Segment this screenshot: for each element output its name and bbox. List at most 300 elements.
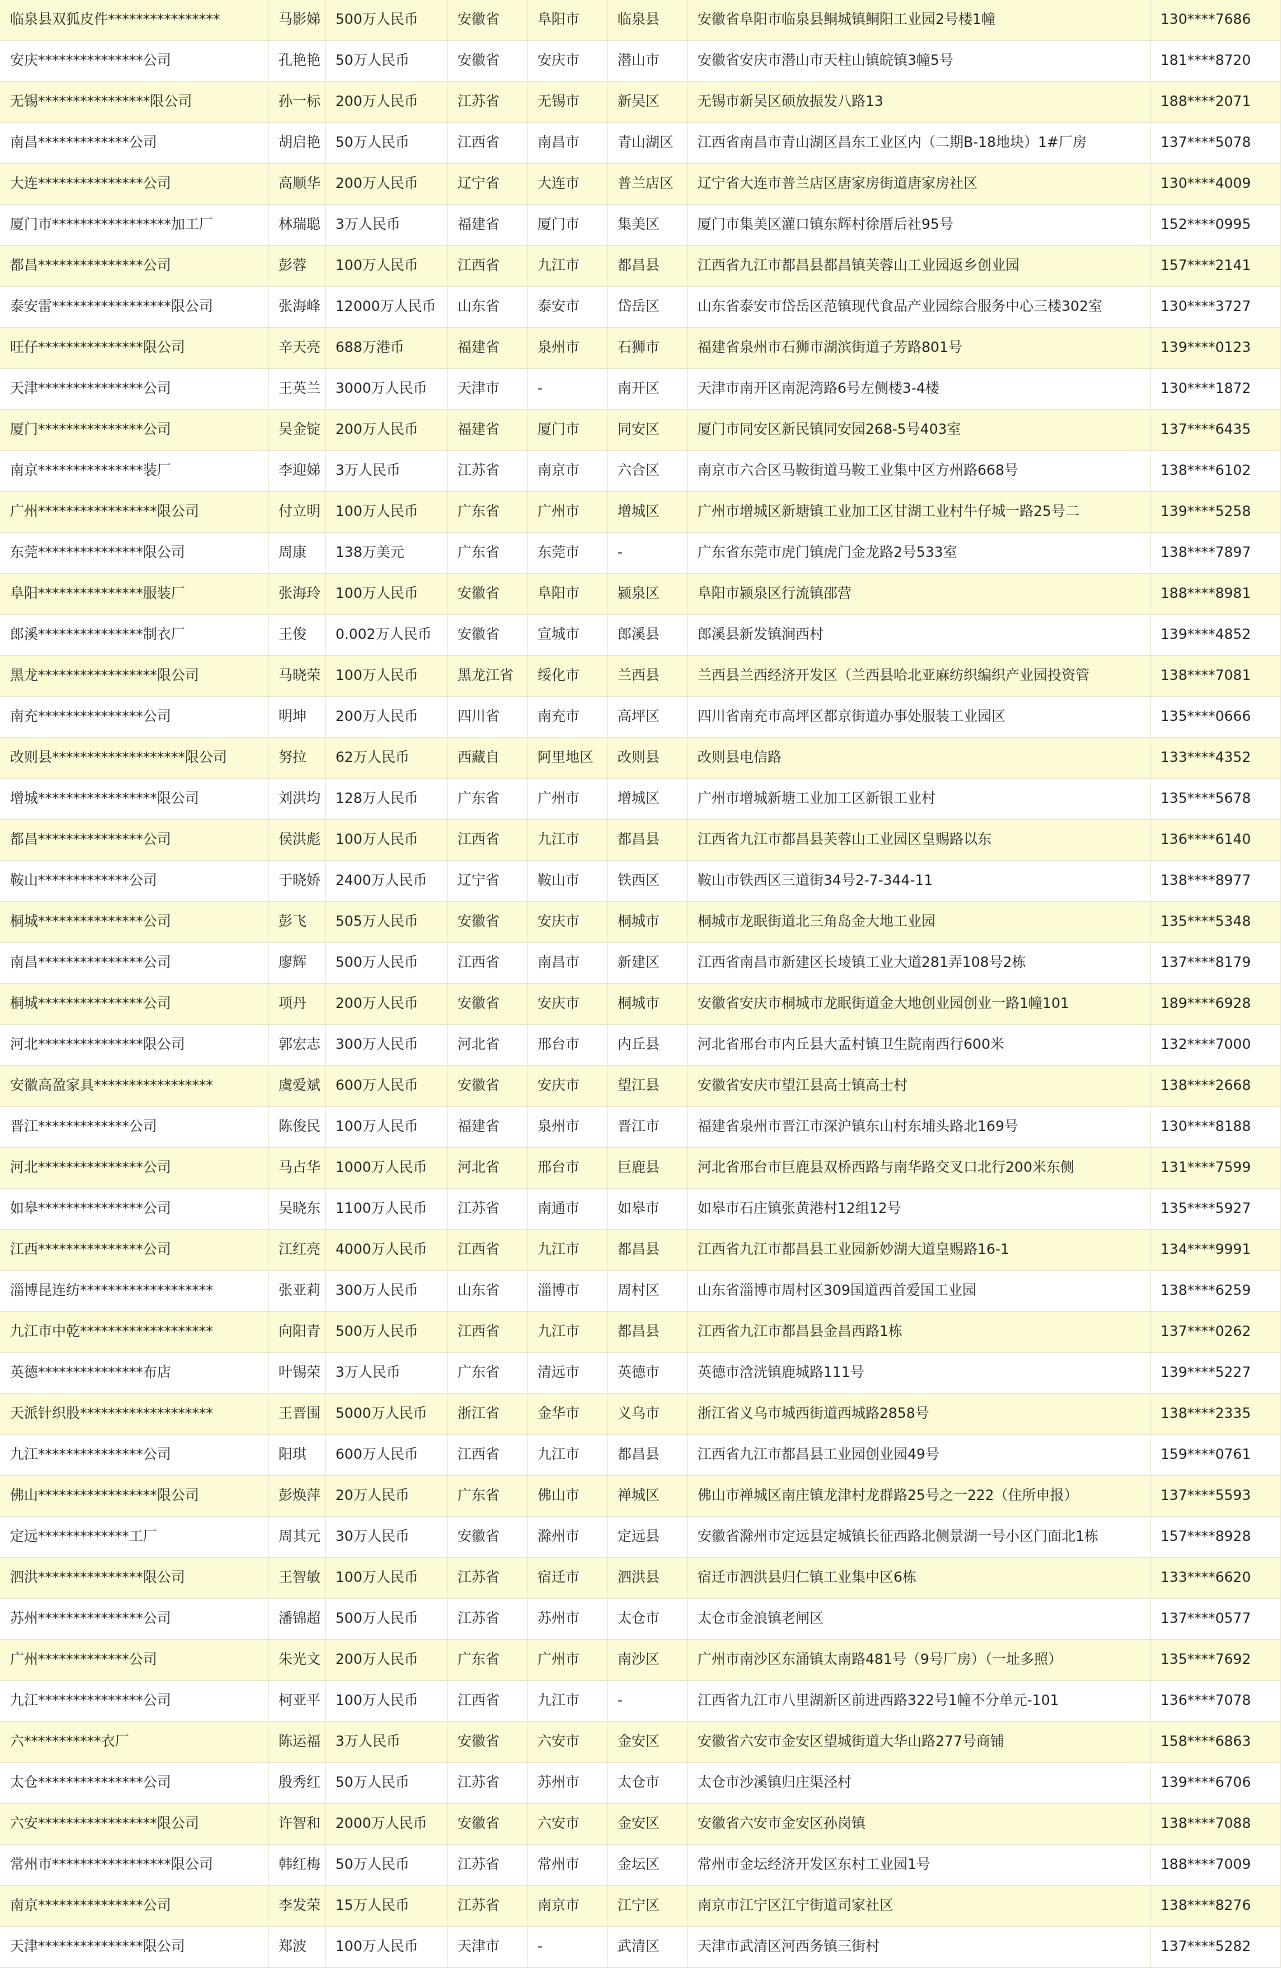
phone-cell: 152****0995 [1150,205,1280,246]
company-name-cell: 江西***************公司 [0,1230,268,1271]
company-name-cell: 英德***************布店 [0,1353,268,1394]
district-cell: 岱岳区 [607,287,687,328]
city-cell: 泉州市 [527,1107,607,1148]
company-name-cell: 晋江*************公司 [0,1107,268,1148]
district-cell: 兰西县 [607,656,687,697]
city-cell: 宿迁市 [527,1558,607,1599]
legal-representative-cell: 胡启艳 [268,123,325,164]
registered-capital-cell: 100万人民币 [325,1107,447,1148]
company-name-cell: 都昌***************公司 [0,246,268,287]
legal-representative-cell: 江红亮 [268,1230,325,1271]
city-cell: 安庆市 [527,902,607,943]
company-name-cell: 桐城***************公司 [0,984,268,1025]
address-cell: 厦门市集美区灌口镇东辉村徐厝后社95号 [687,205,1150,246]
address-cell: 阜阳市颍泉区行流镇邵营 [687,574,1150,615]
city-cell: 清远市 [527,1353,607,1394]
phone-cell: 139****5227 [1150,1353,1280,1394]
city-cell: 鞍山市 [527,861,607,902]
district-cell: 都昌县 [607,1312,687,1353]
province-cell: 四川省 [447,697,527,738]
legal-representative-cell: 孙一标 [268,82,325,123]
phone-cell: 134****9991 [1150,1230,1280,1271]
city-cell: 东莞市 [527,533,607,574]
address-cell: 改则县电信路 [687,738,1150,779]
registered-capital-cell: 3000万人民币 [325,369,447,410]
district-cell: 泗洪县 [607,1558,687,1599]
phone-cell: 188****8981 [1150,574,1280,615]
registered-capital-cell: 600万人民币 [325,1435,447,1476]
phone-cell: 189****6928 [1150,984,1280,1025]
district-cell: - [607,533,687,574]
company-name-cell: 临泉县双狐皮件**************** [0,0,268,41]
province-cell: 江苏省 [447,1599,527,1640]
address-cell: 无锡市新吴区硕放振发八路13 [687,82,1150,123]
company-name-cell: 九江市中乾******************* [0,1312,268,1353]
province-cell: 福建省 [447,1107,527,1148]
address-cell: 天津市南开区南泥湾路6号左侧楼3-4楼 [687,369,1150,410]
registered-capital-cell: 688万港币 [325,328,447,369]
table-row [0,1189,1280,1230]
phone-cell: 139****4852 [1150,615,1280,656]
company-name-cell: 黑龙*****************限公司 [0,656,268,697]
district-cell: 禅城区 [607,1476,687,1517]
table-row [0,1845,1280,1886]
district-cell: 太仓市 [607,1763,687,1804]
province-cell: 广东省 [447,533,527,574]
registered-capital-cell: 200万人民币 [325,697,447,738]
legal-representative-cell: 付立明 [268,492,325,533]
address-cell: 太仓市金浪镇老闸区 [687,1599,1150,1640]
table-row [0,82,1280,123]
company-name-cell: 河北***************限公司 [0,1025,268,1066]
district-cell: 江宁区 [607,1886,687,1927]
company-name-cell: 太仓***************公司 [0,1763,268,1804]
legal-representative-cell: 努拉 [268,738,325,779]
province-cell: 安徽省 [447,1517,527,1558]
address-cell: 安徽省安庆市桐城市龙眠街道金大地创业园创业一路1幢101 [687,984,1150,1025]
phone-cell: 138****6102 [1150,451,1280,492]
address-cell: 广州市南沙区东涌镇太南路481号（9号厂房）（一址多照） [687,1640,1150,1681]
district-cell: 南沙区 [607,1640,687,1681]
legal-representative-cell: 高顺华 [268,164,325,205]
table-row [0,0,1280,41]
table-row [0,1763,1280,1804]
district-cell: 桐城市 [607,984,687,1025]
province-cell: 广东省 [447,492,527,533]
legal-representative-cell: 于晓娇 [268,861,325,902]
province-cell: 河北省 [447,1025,527,1066]
company-name-cell: 九江***************公司 [0,1681,268,1722]
table-row [0,1681,1280,1722]
registered-capital-cell: 20万人民币 [325,1476,447,1517]
table-row [0,205,1280,246]
phone-cell: 137****5593 [1150,1476,1280,1517]
legal-representative-cell: 柯亚平 [268,1681,325,1722]
city-cell: 邢台市 [527,1148,607,1189]
table-row [0,1394,1280,1435]
registered-capital-cell: 500万人民币 [325,943,447,984]
company-name-cell: 天津***************公司 [0,369,268,410]
province-cell: 安徽省 [447,615,527,656]
phone-cell: 138****8276 [1150,1886,1280,1927]
registered-capital-cell: 505万人民币 [325,902,447,943]
province-cell: 辽宁省 [447,861,527,902]
city-cell: 泉州市 [527,328,607,369]
registered-capital-cell: 100万人民币 [325,574,447,615]
registered-capital-cell: 138万美元 [325,533,447,574]
city-cell: 广州市 [527,492,607,533]
company-name-cell: 广州*************公司 [0,1640,268,1681]
registered-capital-cell: 128万人民币 [325,779,447,820]
city-cell: 南京市 [527,1886,607,1927]
company-name-cell: 常州市*****************限公司 [0,1845,268,1886]
address-cell: 江西省九江市都昌县工业园新妙湖大道皇赐路16-1 [687,1230,1150,1271]
address-cell: 广州市增城新塘工业加工区新银工业村 [687,779,1150,820]
phone-cell: 188****2071 [1150,82,1280,123]
legal-representative-cell: 韩红梅 [268,1845,325,1886]
province-cell: 江西省 [447,1435,527,1476]
address-cell: 天津市武清区河西务镇三街村 [687,1927,1150,1968]
phone-cell: 139****5258 [1150,492,1280,533]
address-cell: 辽宁省大连市普兰店区唐家房街道唐家房社区 [687,164,1150,205]
address-cell: 江西省九江市八里湖新区前进西路322号1幢不分单元-101 [687,1681,1150,1722]
province-cell: 江苏省 [447,1189,527,1230]
table-row [0,656,1280,697]
address-cell: 江西省南昌市青山湖区昌东工业区内（二期B-18地块）1#厂房 [687,123,1150,164]
phone-cell: 137****6435 [1150,410,1280,451]
phone-cell: 135****5927 [1150,1189,1280,1230]
legal-representative-cell: 王智敏 [268,1558,325,1599]
phone-cell: 130****3727 [1150,287,1280,328]
district-cell: 太仓市 [607,1599,687,1640]
district-cell: 颍泉区 [607,574,687,615]
phone-cell: 157****8928 [1150,1517,1280,1558]
city-cell: 安庆市 [527,1066,607,1107]
phone-cell: 159****0761 [1150,1435,1280,1476]
province-cell: 安徽省 [447,0,527,41]
phone-cell: 181****8720 [1150,41,1280,82]
company-name-cell: 大连***************公司 [0,164,268,205]
legal-representative-cell: 李迎娣 [268,451,325,492]
company-name-cell: 郎溪***************制衣厂 [0,615,268,656]
district-cell: 新建区 [607,943,687,984]
district-cell: 南开区 [607,369,687,410]
province-cell: 安徽省 [447,1066,527,1107]
legal-representative-cell: 张海玲 [268,574,325,615]
legal-representative-cell: 殷秀红 [268,1763,325,1804]
table-row [0,574,1280,615]
phone-cell: 188****7009 [1150,1845,1280,1886]
province-cell: 江苏省 [447,1845,527,1886]
district-cell: 新吴区 [607,82,687,123]
company-name-cell: 南昌*************公司 [0,123,268,164]
registered-capital-cell: 100万人民币 [325,1681,447,1722]
address-cell: 厦门市同安区新民镇同安园268-5号403室 [687,410,1150,451]
company-name-cell: 南京***************公司 [0,1886,268,1927]
table-row [0,1353,1280,1394]
registered-capital-cell: 200万人民币 [325,1640,447,1681]
company-name-cell: 增城*****************限公司 [0,779,268,820]
address-cell: 安徽省六安市金安区望城街道大华山路277号商铺 [687,1722,1150,1763]
registered-capital-cell: 100万人民币 [325,820,447,861]
registered-capital-cell: 1100万人民币 [325,1189,447,1230]
city-cell: 南昌市 [527,123,607,164]
phone-cell: 132****7000 [1150,1025,1280,1066]
table-row [0,246,1280,287]
phone-cell: 130****4009 [1150,164,1280,205]
address-cell: 桐城市龙眠街道北三角岛金大地工业园 [687,902,1150,943]
district-cell: 改则县 [607,738,687,779]
address-cell: 常州市金坛经济开发区东村工业园1号 [687,1845,1150,1886]
province-cell: 黑龙江省 [447,656,527,697]
province-cell: 江苏省 [447,82,527,123]
phone-cell: 133****6620 [1150,1558,1280,1599]
address-cell: 广州市增城区新塘镇工业加工区甘湖工业村牛仔城一路25号二 [687,492,1150,533]
table-row [0,779,1280,820]
phone-cell: 138****7088 [1150,1804,1280,1845]
city-cell: 九江市 [527,820,607,861]
company-name-cell: 厦门市*****************加工厂 [0,205,268,246]
phone-cell: 139****0123 [1150,328,1280,369]
company-name-cell: 阜阳***************服装厂 [0,574,268,615]
company-name-cell: 佛山*****************限公司 [0,1476,268,1517]
city-cell: 泰安市 [527,287,607,328]
province-cell: 安徽省 [447,41,527,82]
province-cell: 广东省 [447,1640,527,1681]
address-cell: 广东省东莞市虎门镇虎门金龙路2号533室 [687,533,1150,574]
city-cell: 苏州市 [527,1599,607,1640]
district-cell: 同安区 [607,410,687,451]
registered-capital-cell: 100万人民币 [325,1558,447,1599]
registered-capital-cell: 100万人民币 [325,1927,447,1968]
legal-representative-cell: 王晋围 [268,1394,325,1435]
table-row [0,984,1280,1025]
city-cell: 南昌市 [527,943,607,984]
company-name-cell: 厦门***************公司 [0,410,268,451]
district-cell: 铁西区 [607,861,687,902]
company-name-cell: 定远*************工厂 [0,1517,268,1558]
registered-capital-cell: 12000万人民币 [325,287,447,328]
district-cell: 金安区 [607,1804,687,1845]
company-name-cell: 安徽高盈家具***************** [0,1066,268,1107]
registered-capital-cell: 3万人民币 [325,1353,447,1394]
city-cell: 无锡市 [527,82,607,123]
table-row [0,861,1280,902]
legal-representative-cell: 彭飞 [268,902,325,943]
district-cell: 周村区 [607,1271,687,1312]
district-cell: 集美区 [607,205,687,246]
city-cell: 邢台市 [527,1025,607,1066]
city-cell: 大连市 [527,164,607,205]
province-cell: 山东省 [447,1271,527,1312]
registered-capital-cell: 5000万人民币 [325,1394,447,1435]
company-name-cell: 天津***************限公司 [0,1927,268,1968]
legal-representative-cell: 廖辉 [268,943,325,984]
province-cell: 福建省 [447,410,527,451]
phone-cell: 130****7686 [1150,0,1280,41]
legal-representative-cell: 马晓荣 [268,656,325,697]
legal-representative-cell: 彭焕萍 [268,1476,325,1517]
province-cell: 江苏省 [447,1558,527,1599]
city-cell: 广州市 [527,779,607,820]
phone-cell: 138****7081 [1150,656,1280,697]
phone-cell: 136****6140 [1150,820,1280,861]
phone-cell: 138****2335 [1150,1394,1280,1435]
table-row [0,1886,1280,1927]
city-cell: 金华市 [527,1394,607,1435]
legal-representative-cell: 林瑞聪 [268,205,325,246]
phone-cell: 135****7692 [1150,1640,1280,1681]
legal-representative-cell: 孔艳艳 [268,41,325,82]
district-cell: 定远县 [607,1517,687,1558]
table-row [0,1025,1280,1066]
phone-cell: 137****0577 [1150,1599,1280,1640]
city-cell: 阿里地区 [527,738,607,779]
city-cell: 九江市 [527,1681,607,1722]
city-cell: 厦门市 [527,205,607,246]
province-cell: 安徽省 [447,1804,527,1845]
address-cell: 南京市江宁区江宁街道司家社区 [687,1886,1150,1927]
table-row [0,41,1280,82]
company-name-cell: 安庆***************公司 [0,41,268,82]
district-cell: 内丘县 [607,1025,687,1066]
registered-capital-cell: 200万人民币 [325,410,447,451]
district-cell: 望江县 [607,1066,687,1107]
city-cell: 六安市 [527,1722,607,1763]
table-row [0,123,1280,164]
address-cell: 佛山市禅城区南庄镇龙津村龙群路25号之一222（住所申报） [687,1476,1150,1517]
registered-capital-cell: 15万人民币 [325,1886,447,1927]
address-cell: 安徽省六安市金安区孙岗镇 [687,1804,1150,1845]
address-cell: 山东省泰安市岱岳区范镇现代食品产业园综合服务中心三楼302室 [687,287,1150,328]
table-row [0,1640,1280,1681]
registered-capital-cell: 300万人民币 [325,1025,447,1066]
province-cell: 浙江省 [447,1394,527,1435]
phone-cell: 158****6863 [1150,1722,1280,1763]
phone-cell: 138****6259 [1150,1271,1280,1312]
district-cell: 临泉县 [607,0,687,41]
district-cell: 晋江市 [607,1107,687,1148]
table-row [0,328,1280,369]
table-row [0,1148,1280,1189]
registered-capital-cell: 30万人民币 [325,1517,447,1558]
city-cell: 九江市 [527,1312,607,1353]
city-cell: 南充市 [527,697,607,738]
table-row [0,1312,1280,1353]
table-row [0,1558,1280,1599]
registered-capital-cell: 4000万人民币 [325,1230,447,1271]
table-row [0,1107,1280,1148]
registered-capital-cell: 200万人民币 [325,82,447,123]
district-cell: 金安区 [607,1722,687,1763]
province-cell: 安徽省 [447,1722,527,1763]
phone-cell: 131****7599 [1150,1148,1280,1189]
address-cell: 山东省淄博市周村区309国道西首爱国工业园 [687,1271,1150,1312]
legal-representative-cell: 周康 [268,533,325,574]
district-cell: 郎溪县 [607,615,687,656]
city-cell: 滁州市 [527,1517,607,1558]
address-cell: 四川省南充市高坪区都京街道办事处服装工业园区 [687,697,1150,738]
city-cell: 安庆市 [527,41,607,82]
table-row [0,369,1280,410]
company-name-cell: 泗洪***************限公司 [0,1558,268,1599]
company-name-cell: 东莞***************限公司 [0,533,268,574]
phone-cell: 137****0262 [1150,1312,1280,1353]
company-name-cell: 河北***************公司 [0,1148,268,1189]
phone-cell: 135****5348 [1150,902,1280,943]
district-cell: 金坛区 [607,1845,687,1886]
registered-capital-cell: 200万人民币 [325,164,447,205]
legal-representative-cell: 周其元 [268,1517,325,1558]
registered-capital-cell: 62万人民币 [325,738,447,779]
legal-representative-cell: 项丹 [268,984,325,1025]
address-cell: 宿迁市泗洪县归仁镇工业集中区6栋 [687,1558,1150,1599]
registered-capital-cell: 100万人民币 [325,492,447,533]
table-row [0,1476,1280,1517]
legal-representative-cell: 刘洪均 [268,779,325,820]
phone-cell: 130****1872 [1150,369,1280,410]
province-cell: 江西省 [447,123,527,164]
table-row [0,1517,1280,1558]
province-cell: 广东省 [447,1353,527,1394]
province-cell: 江苏省 [447,1886,527,1927]
legal-representative-cell: 王俊 [268,615,325,656]
province-cell: 福建省 [447,328,527,369]
table-row [0,1722,1280,1763]
legal-representative-cell: 李发荣 [268,1886,325,1927]
company-name-cell: 南昌***************公司 [0,943,268,984]
district-cell: 高坪区 [607,697,687,738]
registered-capital-cell: 600万人民币 [325,1066,447,1107]
table-row [0,943,1280,984]
phone-cell: 130****8188 [1150,1107,1280,1148]
legal-representative-cell: 潘锦超 [268,1599,325,1640]
legal-representative-cell: 向阳青 [268,1312,325,1353]
district-cell: 如皋市 [607,1189,687,1230]
district-cell: 都昌县 [607,820,687,861]
table-row [0,1435,1280,1476]
address-cell: 如皋市石庄镇张黄港村12组12号 [687,1189,1150,1230]
province-cell: 山东省 [447,287,527,328]
phone-cell: 137****5282 [1150,1927,1280,1968]
city-cell: 厦门市 [527,410,607,451]
district-cell: 义乌市 [607,1394,687,1435]
company-name-cell: 旺仔***************限公司 [0,328,268,369]
registered-capital-cell: 50万人民币 [325,1763,447,1804]
table-row [0,451,1280,492]
district-cell: 六合区 [607,451,687,492]
legal-representative-cell: 郑波 [268,1927,325,1968]
legal-representative-cell: 郭宏志 [268,1025,325,1066]
province-cell: 安徽省 [447,574,527,615]
company-name-cell: 南充***************公司 [0,697,268,738]
legal-representative-cell: 明坤 [268,697,325,738]
phone-cell: 135****5678 [1150,779,1280,820]
table-row [0,410,1280,451]
legal-representative-cell: 朱光文 [268,1640,325,1681]
district-cell: 增城区 [607,779,687,820]
address-cell: 太仓市沙溪镇归庄渠泾村 [687,1763,1150,1804]
registered-capital-cell: 100万人民币 [325,246,447,287]
registered-capital-cell: 2400万人民币 [325,861,447,902]
city-cell: - [527,1927,607,1968]
legal-representative-cell: 马占华 [268,1148,325,1189]
table-row [0,615,1280,656]
city-cell: - [527,369,607,410]
city-cell: 南通市 [527,1189,607,1230]
city-cell: 宣城市 [527,615,607,656]
city-cell: 九江市 [527,1230,607,1271]
